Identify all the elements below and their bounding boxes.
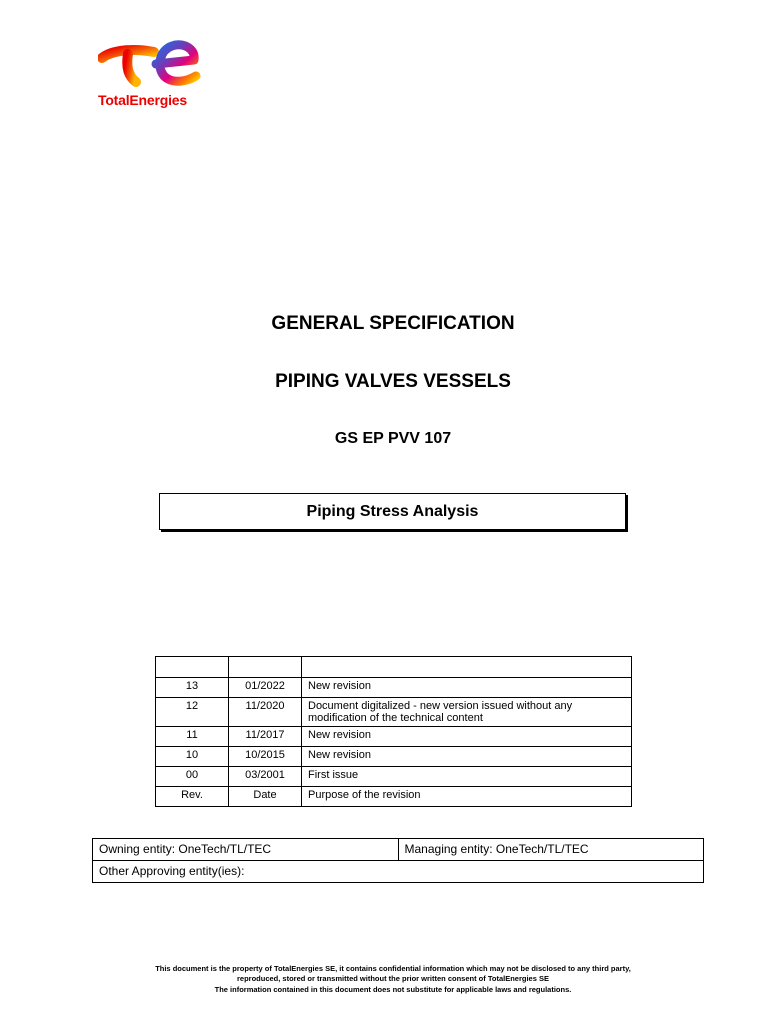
revision-purpose: First issue <box>302 767 632 787</box>
approving-entities: Other Approving entity(ies): <box>93 861 704 883</box>
table-row <box>156 767 632 787</box>
table-row <box>156 787 632 807</box>
document-type-title: GENERAL SPECIFICATION <box>271 313 515 334</box>
document-subject-box <box>159 493 626 530</box>
document-subject: Piping Stress Analysis <box>306 502 479 520</box>
table-cell-empty <box>229 657 302 678</box>
confidentiality-notice-line-2: reproduced, stored or transmitted without the prior written consent of TotalEnergies SE <box>237 974 549 983</box>
managing-entity: Managing entity: OneTech/TL/TEC <box>398 839 704 861</box>
table-row <box>156 727 632 747</box>
owning-entity: Owning entity: OneTech/TL/TEC <box>93 839 399 861</box>
column-header-date: Date <box>229 787 302 807</box>
confidentiality-notice-line-1: This document is the property of TotalEnergies SE, it contains confidential information which may not be disclosed to any third party, <box>155 964 631 973</box>
document-category-title: PIPING VALVES VESSELS <box>275 371 511 392</box>
table-row <box>156 678 632 698</box>
legal-disclaimer: The information contained in this document does not substitute for applicable laws and regulations. <box>214 985 572 994</box>
table-row <box>93 839 704 861</box>
column-header-rev: Rev. <box>156 787 229 807</box>
revision-purpose: New revision <box>302 678 632 698</box>
table-cell-empty <box>302 657 632 678</box>
revision-date: 01/2022 <box>229 678 302 698</box>
table-row <box>93 861 704 883</box>
revision-number: 10 <box>156 747 229 767</box>
revision-date: 03/2001 <box>229 767 302 787</box>
revision-date: 11/2020 <box>229 698 302 727</box>
column-header-purpose: Purpose of the revision <box>302 787 632 807</box>
table-row <box>156 698 632 727</box>
revision-purpose: New revision <box>302 727 632 747</box>
brand-logo <box>96 38 216 114</box>
revision-date: 11/2017 <box>229 727 302 747</box>
document-reference: GS EP PVV 107 <box>334 430 452 447</box>
revision-number: 12 <box>156 698 229 727</box>
totalenergies-logo-icon <box>98 38 208 90</box>
revision-number: 13 <box>156 678 229 698</box>
revision-purpose: Document digitalized - new version issued without any modification of the technical content <box>302 698 632 727</box>
revision-table <box>155 656 632 807</box>
revision-date: 10/2015 <box>229 747 302 767</box>
entities-table <box>92 838 704 883</box>
brand-name: TotalEnergies <box>98 92 187 108</box>
revision-number: 11 <box>156 727 229 747</box>
revision-purpose: New revision <box>302 747 632 767</box>
table-cell-empty <box>156 657 229 678</box>
table-row <box>156 657 632 678</box>
table-row <box>156 747 632 767</box>
revision-number: 00 <box>156 767 229 787</box>
